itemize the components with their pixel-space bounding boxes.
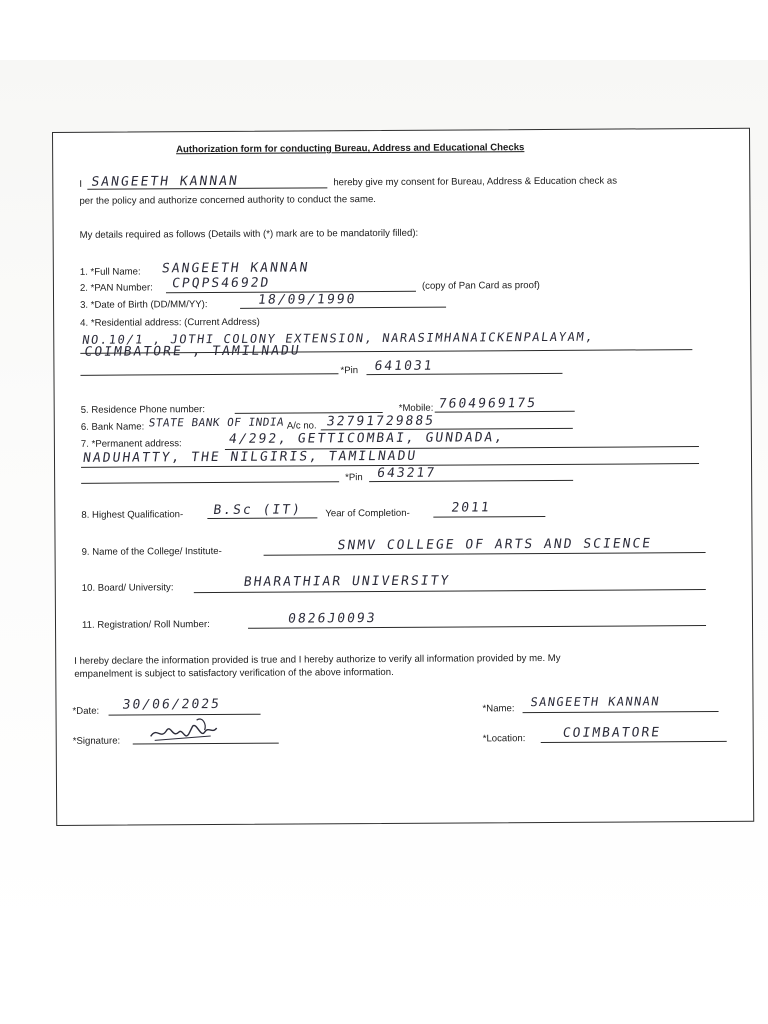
perm-line-1-value: 4/292, GETTICOMBAI, GUNDADA, — [227, 430, 506, 447]
address-line-3-line — [80, 373, 338, 376]
full-name-label: 1. *Full Name: — [79, 266, 141, 278]
year-line — [433, 516, 545, 518]
consent-prefix: I — [79, 178, 83, 190]
reg-label: 11. Registration/ Roll Number: — [81, 619, 210, 631]
pin2-value: 643217 — [376, 465, 438, 482]
consent-text: hereby give my consent for Bureau, Address & Education check as — [333, 175, 618, 189]
bank-label: 6. Bank Name: — [80, 421, 145, 433]
reg-value: 0826J0093 — [286, 611, 378, 627]
board-value: BHARATHIAR UNIVERSITY — [242, 573, 452, 590]
pan-note: (copy of Pan Card as proof) — [421, 280, 540, 292]
perm-address-label: 7. *Permanent address: — [80, 438, 182, 450]
full-name-value: SANGEETH KANNAN — [160, 260, 311, 277]
address-label: 4. *Residential address: (Current Address) — [80, 316, 260, 329]
qualification-label: 8. Highest Qualification- — [81, 509, 184, 521]
name-value: SANGEETH KANNAN — [529, 694, 661, 710]
ac-no-label: A/c no. — [286, 420, 317, 432]
college-line — [264, 552, 706, 556]
date-value: 30/06/2025 — [121, 696, 222, 713]
signature-label: *Signature: — [72, 735, 121, 747]
declaration-line-2: empanelment is subject to satisfactory verification of the above information. — [74, 666, 394, 680]
form-title: Authorization form for conducting Bureau, Address and Educational Checks — [176, 142, 525, 156]
pin-label: *Pin — [340, 365, 359, 377]
mobile-label: *Mobile: — [398, 402, 434, 414]
authorization-form — [52, 128, 754, 826]
perm-line-3-line — [81, 481, 339, 484]
declaration-line-1: I hereby declare the information provided is true and I hereby authorize to verify all information provided by me. My — [74, 652, 561, 667]
consent-name-value: SANGEETH KANNAN — [90, 173, 240, 190]
location-label: *Location: — [482, 733, 526, 745]
location-line — [541, 741, 727, 743]
dob-value: 18/09/1990 — [257, 292, 358, 308]
dob-label: 3. *Date of Birth (DD/MM/YY): — [80, 299, 208, 311]
consent-text-2: per the policy and authorize concerned authority to conduct the same. — [79, 194, 376, 207]
perm-line-2-value: NADUHATTY, THE NILGIRIS, TAMILNADU — [81, 448, 419, 466]
address-line-1-value: NO.10/1 , JOTHI COLONY EXTENSION, NARASIMHANAICKENPALAYAM, — [81, 329, 596, 347]
pin2-label: *Pin — [345, 472, 363, 484]
pan-value: CPQPS4692D — [170, 275, 272, 292]
year-value: 2011 — [450, 500, 492, 516]
qualification-value: B.Sc (IT) — [212, 502, 303, 519]
bank-value: STATE BANK OF INDIA — [147, 415, 285, 430]
college-label: 9. Name of the College/ Institute- — [81, 545, 222, 558]
pan-label: 2. *PAN Number: — [79, 282, 153, 294]
location-value: COIMBATORE — [561, 725, 662, 741]
name-label: *Name: — [482, 703, 515, 715]
address-line-2-value: COIMBATORE , TAMILNADU — [83, 343, 302, 360]
date-label: *Date: — [72, 705, 100, 717]
signature-image — [147, 714, 247, 745]
phone-label: 5. Residence Phone number: — [80, 404, 205, 416]
college-value: SNMV COLLEGE OF ARTS AND SCIENCE — [336, 536, 653, 554]
board-label: 10. Board/ University: — [81, 582, 174, 594]
ac-no-value: 32791729885 — [325, 413, 436, 430]
year-label: Year of Completion- — [325, 507, 410, 520]
details-intro: My details required as follows (Details with (*) mark are to be mandatorily filled): — [79, 227, 419, 241]
mobile-value: 7604969175 — [437, 396, 538, 412]
pin-value: 641031 — [373, 358, 435, 375]
name-line — [523, 711, 719, 713]
